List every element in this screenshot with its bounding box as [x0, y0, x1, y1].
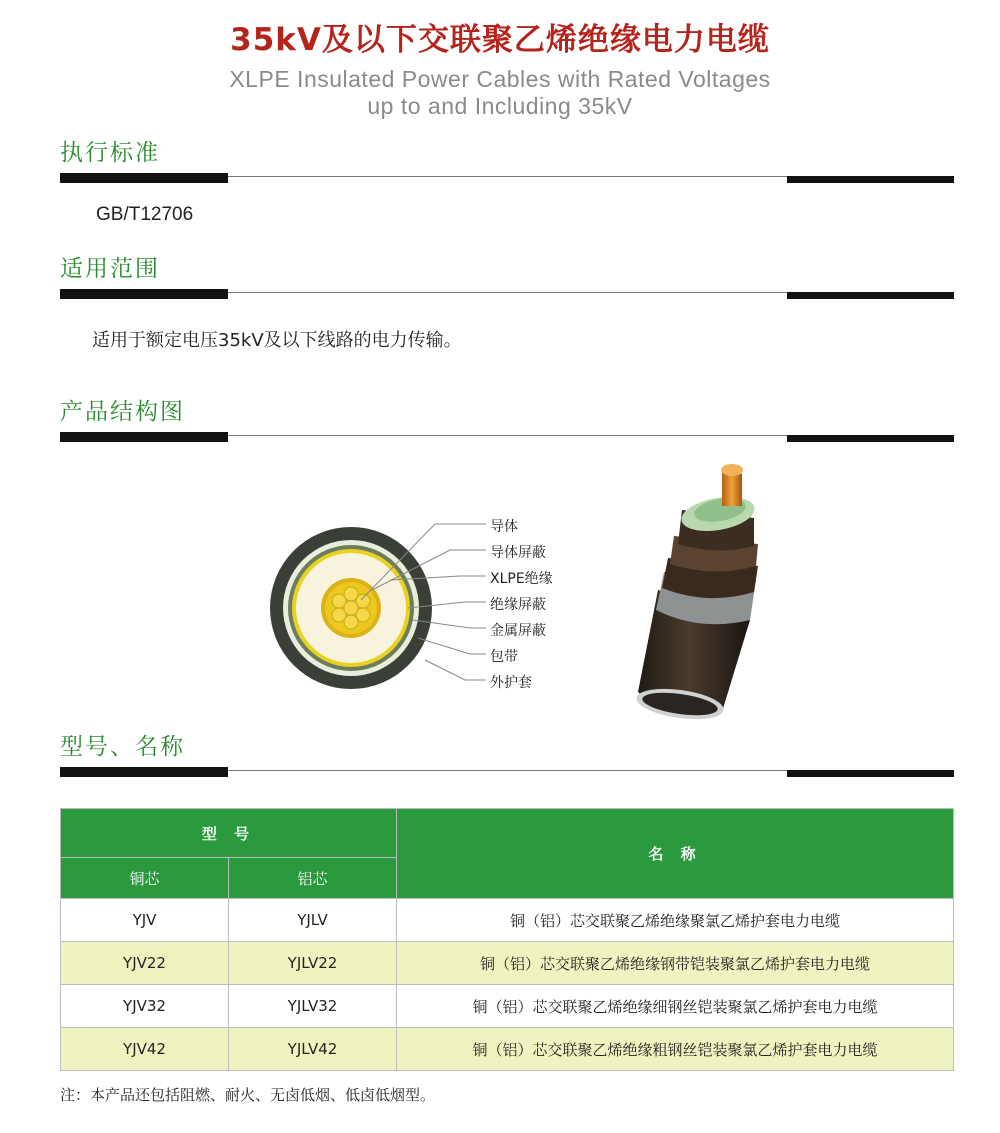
- subtitle-line-2: up to and Including 35kV: [367, 93, 633, 119]
- product-name-cell: 铜（铝）芯交联聚乙烯绝缘钢带铠装聚氯乙烯护套电力电缆: [397, 942, 954, 985]
- divider-line: [228, 435, 788, 436]
- section-heading-structure: 产品结构图: [60, 399, 185, 425]
- label-conductor-shield: 导体屏蔽: [490, 545, 546, 561]
- label-metal-shield: 金属屏蔽: [490, 623, 546, 639]
- divider-line: [228, 176, 788, 177]
- cable-illustration: [630, 460, 790, 725]
- divider-bar-right: [787, 176, 954, 183]
- divider-bar-left: [60, 432, 228, 442]
- product-name-cell: 铜（铝）芯交联聚乙烯绝缘粗钢丝铠装聚氯乙烯护套电力电缆: [397, 1028, 954, 1071]
- copper-model-cell: YJV22: [61, 942, 229, 985]
- table-row: [61, 942, 954, 985]
- standard-text: GB/T12706: [96, 204, 194, 225]
- label-conductor: 导体: [490, 519, 518, 535]
- scope-text: 适用于额定电压35kV及以下线路的电力传输。: [92, 330, 462, 351]
- footnote: 注：本产品还包括阻燃、耐火、无卤低烟、低卤低烟型。: [60, 1086, 436, 1104]
- label-tape: 包带: [490, 649, 518, 665]
- copper-model-cell: YJV42: [61, 1028, 229, 1071]
- divider-line: [228, 292, 788, 293]
- table-row: [61, 985, 954, 1028]
- model-name-table: [60, 808, 954, 1071]
- section-divider: [60, 432, 954, 442]
- copper-core-header: 铜芯: [61, 858, 229, 899]
- divider-bar-left: [60, 289, 228, 299]
- copper-model-cell: YJV32: [61, 985, 229, 1028]
- divider-bar-right: [787, 770, 954, 777]
- section-heading-models: 型号、名称: [60, 734, 185, 760]
- page-subtitle: [0, 66, 1000, 120]
- label-insulation-shield: 绝缘屏蔽: [490, 597, 546, 613]
- aluminum-model-cell: YJLV: [229, 899, 397, 942]
- model-header: 型 号: [61, 809, 397, 858]
- aluminum-core-header: 铝芯: [229, 858, 397, 899]
- aluminum-model-cell: YJLV42: [229, 1028, 397, 1071]
- conductor-strands: [325, 582, 377, 634]
- subtitle-line-1: XLPE Insulated Power Cables with Rated Voltages: [229, 66, 771, 92]
- divider-bar-right: [787, 292, 954, 299]
- cable-cross-section-diagram: [260, 510, 580, 710]
- section-divider: [60, 173, 954, 183]
- product-name-cell: 铜（铝）芯交联聚乙烯绝缘聚氯乙烯护套电力电缆: [397, 899, 954, 942]
- table-row: [61, 899, 954, 942]
- section-divider: [60, 289, 954, 299]
- table-row: [61, 1028, 954, 1071]
- divider-bar-left: [60, 767, 228, 777]
- label-outer-sheath: 外护套: [490, 675, 532, 691]
- copper-model-cell: YJV: [61, 899, 229, 942]
- cable-photo: [630, 460, 790, 725]
- aluminum-model-cell: YJLV32: [229, 985, 397, 1028]
- divider-bar-left: [60, 173, 228, 183]
- product-name-cell: 铜（铝）芯交联聚乙烯绝缘细钢丝铠装聚氯乙烯护套电力电缆: [397, 985, 954, 1028]
- section-heading-scope: 适用范围: [60, 256, 160, 282]
- aluminum-model-cell: YJLV22: [229, 942, 397, 985]
- name-header: 名 称: [397, 809, 954, 899]
- section-divider: [60, 767, 954, 777]
- label-xlpe-insulation: XLPE绝缘: [490, 571, 553, 587]
- divider-bar-right: [787, 435, 954, 442]
- divider-line: [228, 770, 788, 771]
- section-heading-standard: 执行标准: [60, 140, 160, 166]
- page-title: 35kV及以下交联聚乙烯绝缘电力电缆: [230, 22, 770, 58]
